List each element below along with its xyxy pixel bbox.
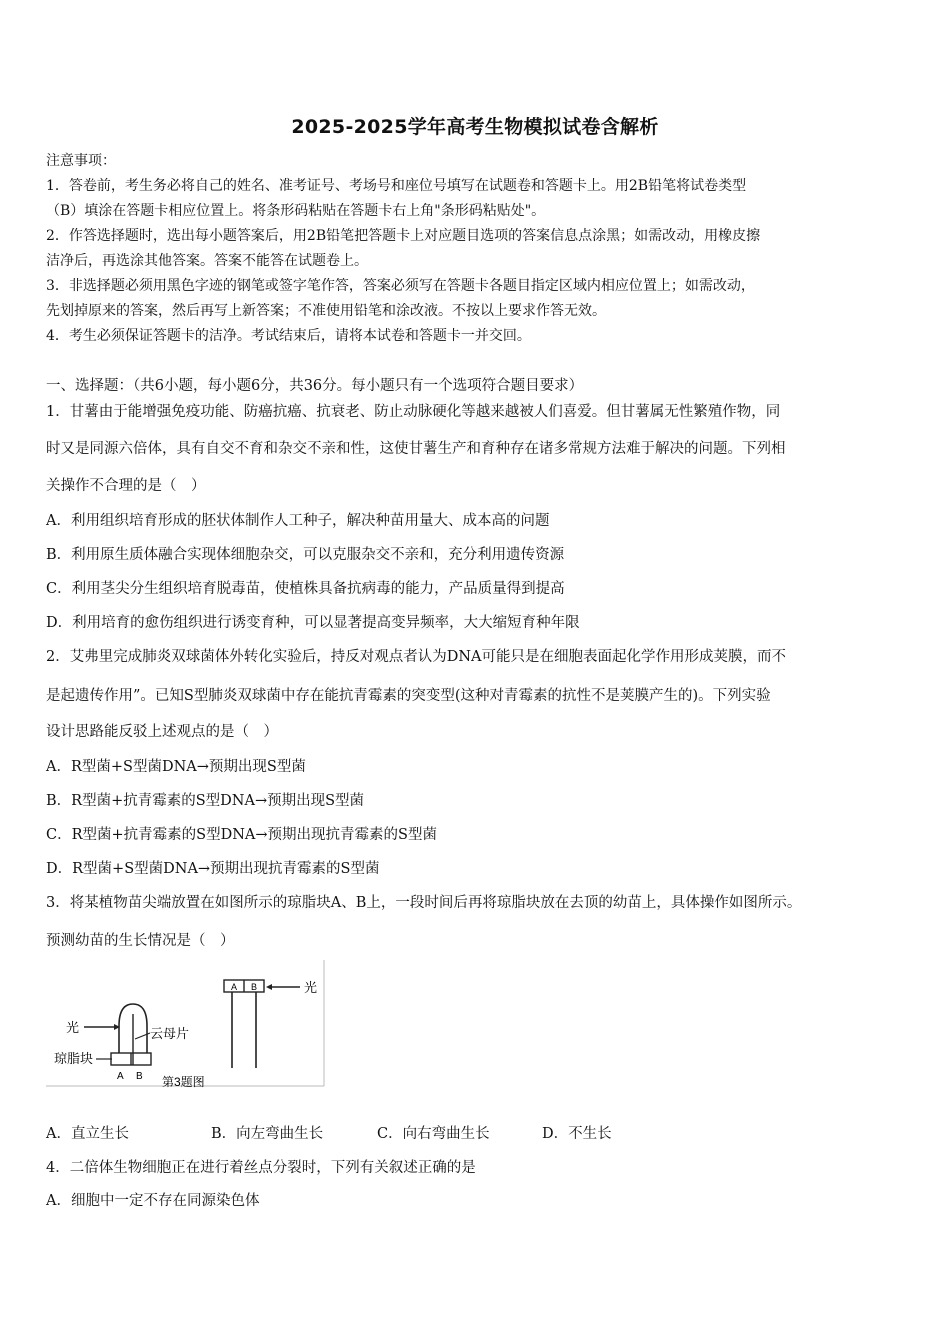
q3-option-c: C．向右弯曲生长 [377,1126,490,1142]
q1-option-a: A．利用组织培育形成的胚状体制作人工种子，解决种苗用量大、成本高的问题 [46,513,550,529]
figure-label: A [117,1071,124,1082]
q2-stem-line: 2．艾弗里完成肺炎双球菌体外转化实验后，持反对观点者认为DNA可能只是在细胞表面起化学作用形成荚膜，而不 [46,649,787,665]
q3-option-b: B．向左弯曲生长 [211,1126,324,1142]
q3-figure [46,960,326,1088]
q3-stem-line: 3．将某植物苗尖端放置在如图所示的琼脂块A、B上，一段时间后再将琼脂块放在去顶的幼苗上，具体操作如图所示。 [46,895,802,911]
figure-label: A [231,982,238,992]
q2-option-a: A．R型菌+S型菌DNA→预期出现S型菌 [46,759,306,775]
figure-label: 光 [66,1021,80,1036]
notice-item: 先划掉原来的答案，然后再写上新答案；不准使用铅笔和涂改液。不按以上要求作答无效。 [46,303,606,319]
notice-item: 3．非选择题必须用黑色字迹的钢笔或签字笔作答，答案必须写在答题卡各题目指定区域内相应位置上；如需改动， [46,278,755,294]
notice-item: 4．考生必须保证答题卡的洁净。考试结束后，请将本试卷和答题卡一并交回。 [46,328,531,344]
q2-option-c: C．R型菌+抗青霉素的S型DNA→预期出现抗青霉素的S型菌 [46,827,437,843]
q3-option-a: A．直立生长 [46,1126,129,1142]
figure-label: 云母片 [150,1027,190,1042]
q4-stem-line: 4．二倍体生物细胞正在进行着丝点分裂时，下列有关叙述正确的是 [46,1160,476,1176]
q2-option-d: D．R型菌+S型菌DNA→预期出现抗青霉素的S型菌 [46,861,380,877]
q2-stem-line: 设计思路能反驳上述观点的是（ ） [46,724,278,740]
q3-figure-drawing [46,960,326,1088]
notice-heading: 注意事项： [46,153,116,169]
q2-option-b: B．R型菌+抗青霉素的S型DNA→预期出现S型菌 [46,793,365,809]
page-title: 2025-2025学年高考生物模拟试卷含解析 [291,116,659,138]
q1-option-b: B．利用原生质体融合实现体细胞杂交，可以克服杂交不亲和，充分利用遗传资源 [46,547,565,563]
figure-label: B [136,1071,143,1082]
figure-label: 光 [304,981,318,996]
q1-stem-line: 时又是同源六倍体，具有自交不育和杂交不亲和性，这使甘薯生产和育种存在诸多常规方法难于解决的问题。下列相 [46,441,786,457]
q3-stem-line: 预测幼苗的生长情况是（ ） [46,933,235,949]
figure-label: 琼脂块 [54,1052,94,1067]
notice-item: （B）填涂在答题卡相应位置上。将条形码粘贴在答题卡右上角"条形码粘贴处"。 [46,203,546,219]
q2-stem-line: 是起遗传作用”。已知S型肺炎双球菌中存在能抗青霉素的突变型(这种对青霉素的抗性不是荚膜产生的)。下列实验 [46,688,771,704]
q1-stem-line: 关操作不合理的是（ ） [46,478,206,494]
section-heading: 一、选择题：（共6小题，每小题6分，共36分。每小题只有一个选项符合题目要求） [46,378,584,394]
notice-item: 1．答卷前，考生务必将自己的姓名、准考证号、考场号和座位号填写在试题卷和答题卡上。用2B铅笔将试卷类型 [46,178,747,194]
figure-label: B [251,982,258,992]
q3-option-d: D．不生长 [542,1126,612,1142]
q1-option-d: D．利用培育的愈伤组织进行诱变育种，可以显著提高变异频率，大大缩短育种年限 [46,615,580,631]
figure-caption: 第3题图 [162,1075,205,1088]
notice-item: 2．作答选择题时，选出每小题答案后，用2B铅笔把答题卡上对应题目选项的答案信息点涂黑；如需改动，用橡皮擦 [46,228,761,244]
q1-stem-line: 1．甘薯由于能增强免疫功能、防癌抗癌、抗衰老、防止动脉硬化等越来越被人们喜爱。但甘薯属无性繁殖作物，同 [46,404,781,420]
notice-item: 洁净后，再选涂其他答案。答案不能答在试题卷上。 [46,253,368,269]
q3-options [46,1122,612,1143]
q4-option-a: A．细胞中一定不存在同源染色体 [46,1193,260,1209]
q1-option-c: C．利用茎尖分生组织培育脱毒苗，使植株具备抗病毒的能力，产品质量得到提高 [46,581,565,597]
